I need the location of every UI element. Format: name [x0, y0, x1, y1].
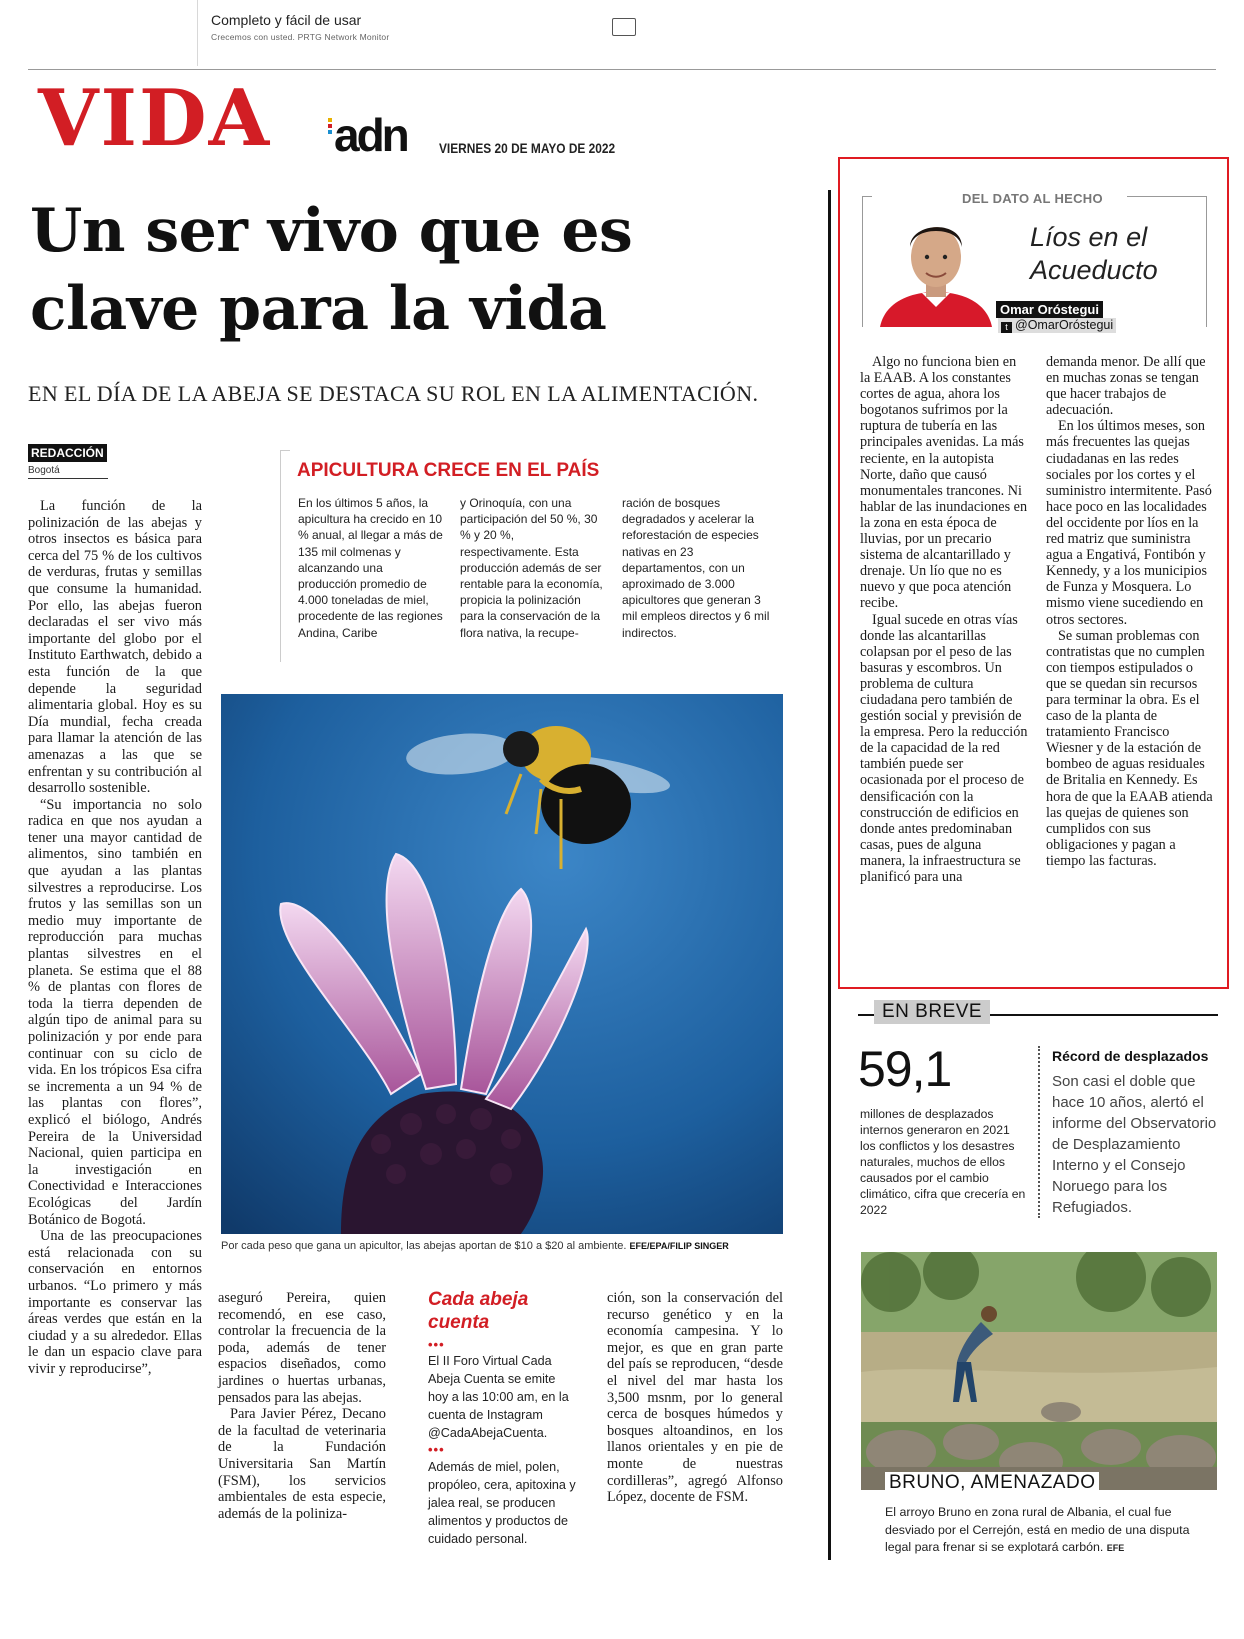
sidebar-frame [280, 450, 281, 662]
opinion-frame [862, 196, 872, 197]
ad-divider [197, 0, 198, 66]
ad-open-icon[interactable] [612, 18, 636, 36]
bruno-caption [885, 1504, 1215, 1558]
header-rule [28, 69, 1216, 70]
apicultura-column-2: y Orinoquía, con una participación del 50 %, 30 % y 20 %, respectivamente. Esta producción además de ser rentable para la economía, propicia la polinización para la conservación de la flora nativa, la recupe- [460, 496, 603, 640]
paragraph: ción, son la conservación del recurso genético y en la economía campesina. Y lo mejor, es que en gran parte del país se reproducen, “desde el nivel del mar hasta los 3,500 msnm, por lo general cerca de bosques húmedos y bosques altoandinos, en los llanos orientales y en pie de monte de nuestras cordilleras”, agregó Alfonso López, docente de FSM. [607, 1290, 783, 1506]
number-description: millones de desplazados internos generaron en 2021 los conflictos y los desastres naturales, muchos de ellos causados por el cambio climático, cifra que crecería en 2022 [860, 1107, 1026, 1217]
column-divider [828, 190, 831, 1560]
paragraph: Para Javier Pérez, Decano de la facultad de veterinaria de la Fundación Universitaria San Martín (FSM), los servicios ambientales de esta especie, además de la poliniza- [218, 1406, 386, 1522]
paragraph: demanda menor. De allí que en muchas zonas se tengan que hacer trabajos de adecuación. [1046, 354, 1206, 419]
dotted-divider [1038, 1046, 1040, 1218]
cada-abeja-item: El II Foro Virtual Cada Abeja Cuenta se emite hoy a las 10:00 am, en la cuenta de Instagram @CadaAbejaCuenta. [428, 1354, 569, 1440]
paragraph: En los últimos meses, son más frecuentes las quejas ciudadanas en las redes sociales por los cortes y el suministro intermitente. Pasó hace poco en las localidades del occidente por líos en la red matriz que suministra agua a Engativá, Fontibón y Kennedy, y a los municipios de Funza y Mosquera. Lo mismo viene sucediendo en otros sectores. [1046, 418, 1212, 628]
bruno-credit: EFE [1106, 1543, 1125, 1553]
ad-title[interactable]: Completo y fácil de usar [211, 12, 362, 28]
bullet-dots: ••• [428, 1442, 445, 1457]
en-breve-label: EN BREVE [874, 1000, 990, 1024]
photo-credit: EFE/EPA/FILIP SINGER [629, 1241, 729, 1251]
byline: REDACCIÓN [28, 444, 107, 462]
adn-logo-dots [328, 118, 332, 138]
cada-abeja-item: Además de miel, polen, propóleo, cera, apitoxina y jalea real, se producen alimentos y productos de cuidado personal. [428, 1460, 576, 1546]
sidebar-frame [280, 450, 290, 451]
apicultura-column-3: ración de bosques degradados y acelerar la reforestación de especies nativas en 23 departamentos, con un aproximado de 3.000 apicultores que generan 3 mil empleos directos y 6 mil indirectos. [622, 496, 770, 640]
opinion-kicker: DEL DATO AL HECHO [962, 191, 1103, 206]
record-body: Son casi el doble que hace 10 años, alertó el informe del Observatorio de Desplazamiento Interno y el Consejo Noruego para los Refugiados. [1052, 1073, 1217, 1216]
opinion-frame [1206, 196, 1207, 327]
adn-logo: adn [334, 109, 407, 161]
handle-text: @OmarOróstegui [1015, 318, 1114, 332]
paragraph: Algo no funciona bien en la EAAB. A los constantes cortes de agua, ahora los bogotanos sufrimos por la ruptura de tubería en las principales avenidas. La más reciente, en la autopista Norte, daño que causó monumentales trancones. Ni hablar de las inundaciones en la zona en esta época de lluvias, por un precario sistema de alcantarillado y drenaje. Un lío que no es nuevo y que poca atención recibe. [860, 354, 1028, 612]
twitter-icon: t [1001, 322, 1012, 333]
opinion-title: Líos en el Acueducto [1030, 222, 1158, 285]
ad-subtitle[interactable]: Crecemos con usted. PRTG Network Monitor [211, 32, 390, 42]
photo-caption [221, 1240, 783, 1252]
paragraph: “Su importancia no solo radica en que nos ayudan a tener una mayor cantidad de alimentos, sino también en que ayudan a las plantas silvestres a reproducirse. Los frutos y las semillas son un medio muy importante de reproducción para muchas plantas silvestres en el planeta. Se estima que el 88 % de plantas con flores de toda la tierra dependen de algún tipo de animal para su polinización y por ende para continuar con su ciclo de vida. En los trópicos Esa cifra se incrementa a un 94 % de las plantas con flores”, explicó el biólogo, Andrés Pereira de la Universidad Nacional, quien participa en la investigación en Conectividad e Interacciones Ecológicas del Jardín Botánico de Bogotá. [28, 796, 202, 1228]
paragraph: Igual sucede en otras vías donde las alcantarillas colapsan por el peso de las basuras y escombros. Un problema de cultura ciudadana pero también de gestión social y previsión de la empresa. Pero la reducción de la capacidad de la red también puede ser ocasionada por el proceso de densificación con la construcción de edificios en donde antes predominaban casas, pues de alguna manera, la infraestructura se planificó para una [860, 611, 1028, 885]
paragraph: Una de las preocupaciones está relacionada con su conservación en entornos urbanos. “Lo primero y más importante es conservar las áreas verdes que están en la ciudad y a su alrededor. Ellas le dan un espacio clave para vivir y reproducirse”, [28, 1228, 202, 1377]
article-column-4 [607, 1290, 783, 1506]
record-title: Récord de desplazados [1052, 1048, 1209, 1064]
opinion-frame [862, 196, 863, 327]
bruno-caption-text: El arroyo Bruno en zona rural de Albania, el cual fue desviado por el Cerrejón, está en medio de una disputa legal para frenar si se explotará carbón. [885, 1505, 1190, 1554]
section-title: VIDA [38, 73, 272, 164]
paragraph: aseguró Pereira, quien recomendó, en ese caso, controlar la frecuencia de la poda, además de tener espacios diseñados, como jardines o huertas urbanas, pensados para las abejas. [218, 1290, 386, 1406]
caption-text: Por cada peso que gana un apicultor, las abejas aportan de $10 a $20 al ambiente. [221, 1240, 627, 1252]
bullet-dots: ••• [428, 1337, 445, 1352]
opinion-column-2 [1046, 354, 1214, 869]
apicultura-title: APICULTURA CRECE EN EL PAÍS [297, 460, 600, 481]
byline-city: Bogotá [28, 465, 108, 479]
article-column-2 [218, 1290, 386, 1522]
author-handle[interactable] [998, 318, 1116, 333]
author-portrait [880, 207, 992, 327]
issue-date: VIERNES 20 DE MAYO DE 2022 [439, 140, 616, 156]
bee-photo [221, 694, 783, 1234]
paragraph: La función de la polinización de las abejas y otros insectos es básica para cerca del 75 % de los cultivos de verduras, frutas y semillas que consume la humanidad. Por ello, las abejas fueron declaradas el ser vivo más importante del globo por el Instituto Earthwatch, debido a esta función de la que depende la seguridad alimentaria global. Hoy es su Día mundial, fecha creada para llamar la atención de las amenazas a las que se enfrentan y su contribución al desarrollo sostenible. [28, 498, 202, 797]
author-name: Omar Oróstegui [996, 301, 1103, 318]
big-number: 59,1 [858, 1041, 952, 1097]
article-headline: Un ser vivo que es clave para la vida [30, 196, 633, 344]
cada-abeja-title: Cada abeja cuenta [428, 1289, 529, 1333]
apicultura-column-1: En los últimos 5 años, la apicultura ha crecido en 10 % anual, al llegar a más de 135 mil colmenas y alcanzando una producción promedio de 4.000 toneladas de miel, procedente de las regiones Andina, Caribe [298, 496, 443, 640]
bruno-label: BRUNO, AMENAZADO [885, 1472, 1099, 1494]
article-column-1 [28, 498, 202, 1377]
opinion-frame [1127, 196, 1206, 197]
opinion-column-1 [860, 354, 1028, 885]
river-photo [861, 1252, 1217, 1490]
article-subhead: EN EL DÍA DE LA ABEJA SE DESTACA SU ROL EN LA ALIMENTACIÓN. [28, 381, 759, 406]
paragraph: Se suman problemas con contratistas que no cumplen con tiempos estipulados o que se quedan sin recursos para terminar la obra. Es el caso de la planta de tratamiento Francisco Wiesner y de la estación de bombeo de aguas residuales de Britalia en Kennedy. Es hora de que la EAAB atienda las quejas de quienes son cumplidos con sus obligaciones y pagan a tiempo las facturas. [1046, 627, 1213, 869]
